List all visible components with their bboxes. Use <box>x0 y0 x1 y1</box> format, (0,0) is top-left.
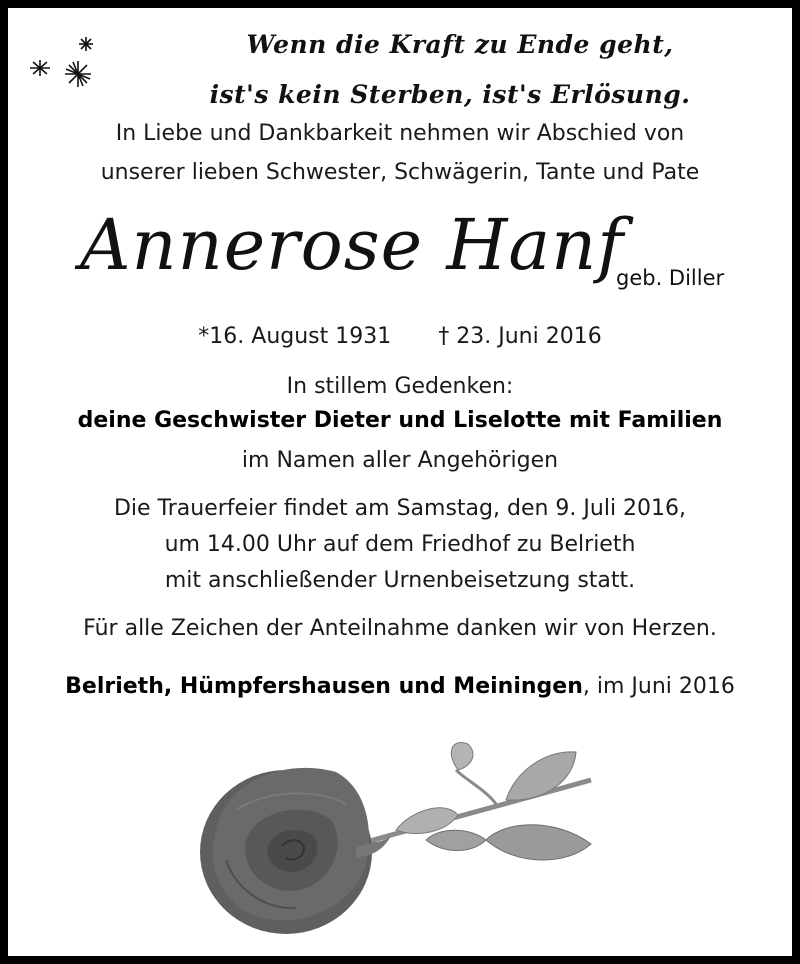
dandelion-seeds-icon <box>26 36 106 98</box>
place-month: , im Juni 2016 <box>582 674 735 699</box>
death-date: † 23. Juni 2016 <box>438 324 602 349</box>
motto-line-2: ist's kein Sterben, ist's Erlösung. <box>209 80 691 109</box>
rose-illustration <box>196 740 606 936</box>
motto-line-1: Wenn die Kraft zu Ende geht, <box>246 30 674 59</box>
place-towns: Belrieth, Hümpfershausen und Meiningen <box>65 674 583 699</box>
birth-date: *16. August 1931 <box>198 324 392 349</box>
intro-line-1: In Liebe und Dankbarkeit nehmen wir Abschied von <box>115 121 685 146</box>
maiden-name: geb. Diller <box>616 266 725 290</box>
funeral-line-2: um 14.00 Uhr auf dem Friedhof zu Belrieth <box>164 532 636 557</box>
mourners-heading: In stillem Gedenken: <box>286 374 514 399</box>
deceased-name: Annerose Hanf <box>80 204 625 286</box>
place-date <box>8 674 792 699</box>
life-dates <box>8 324 792 349</box>
mourners-family: deine Geschwister Dieter und Liselotte mit Familien <box>77 408 723 433</box>
funeral-line-3: mit anschließender Urnenbeisetzung statt. <box>164 568 636 593</box>
thanks-text: Für alle Zeichen der Anteilnahme danken wir von Herzen. <box>83 616 717 641</box>
funeral-line-1: Die Trauerfeier findet am Samstag, den 9. Juli 2016, <box>113 496 687 521</box>
mourners-others: im Namen aller Angehörigen <box>241 448 559 473</box>
intro-line-2: unserer lieben Schwester, Schwägerin, Tante und Pate <box>100 160 700 185</box>
